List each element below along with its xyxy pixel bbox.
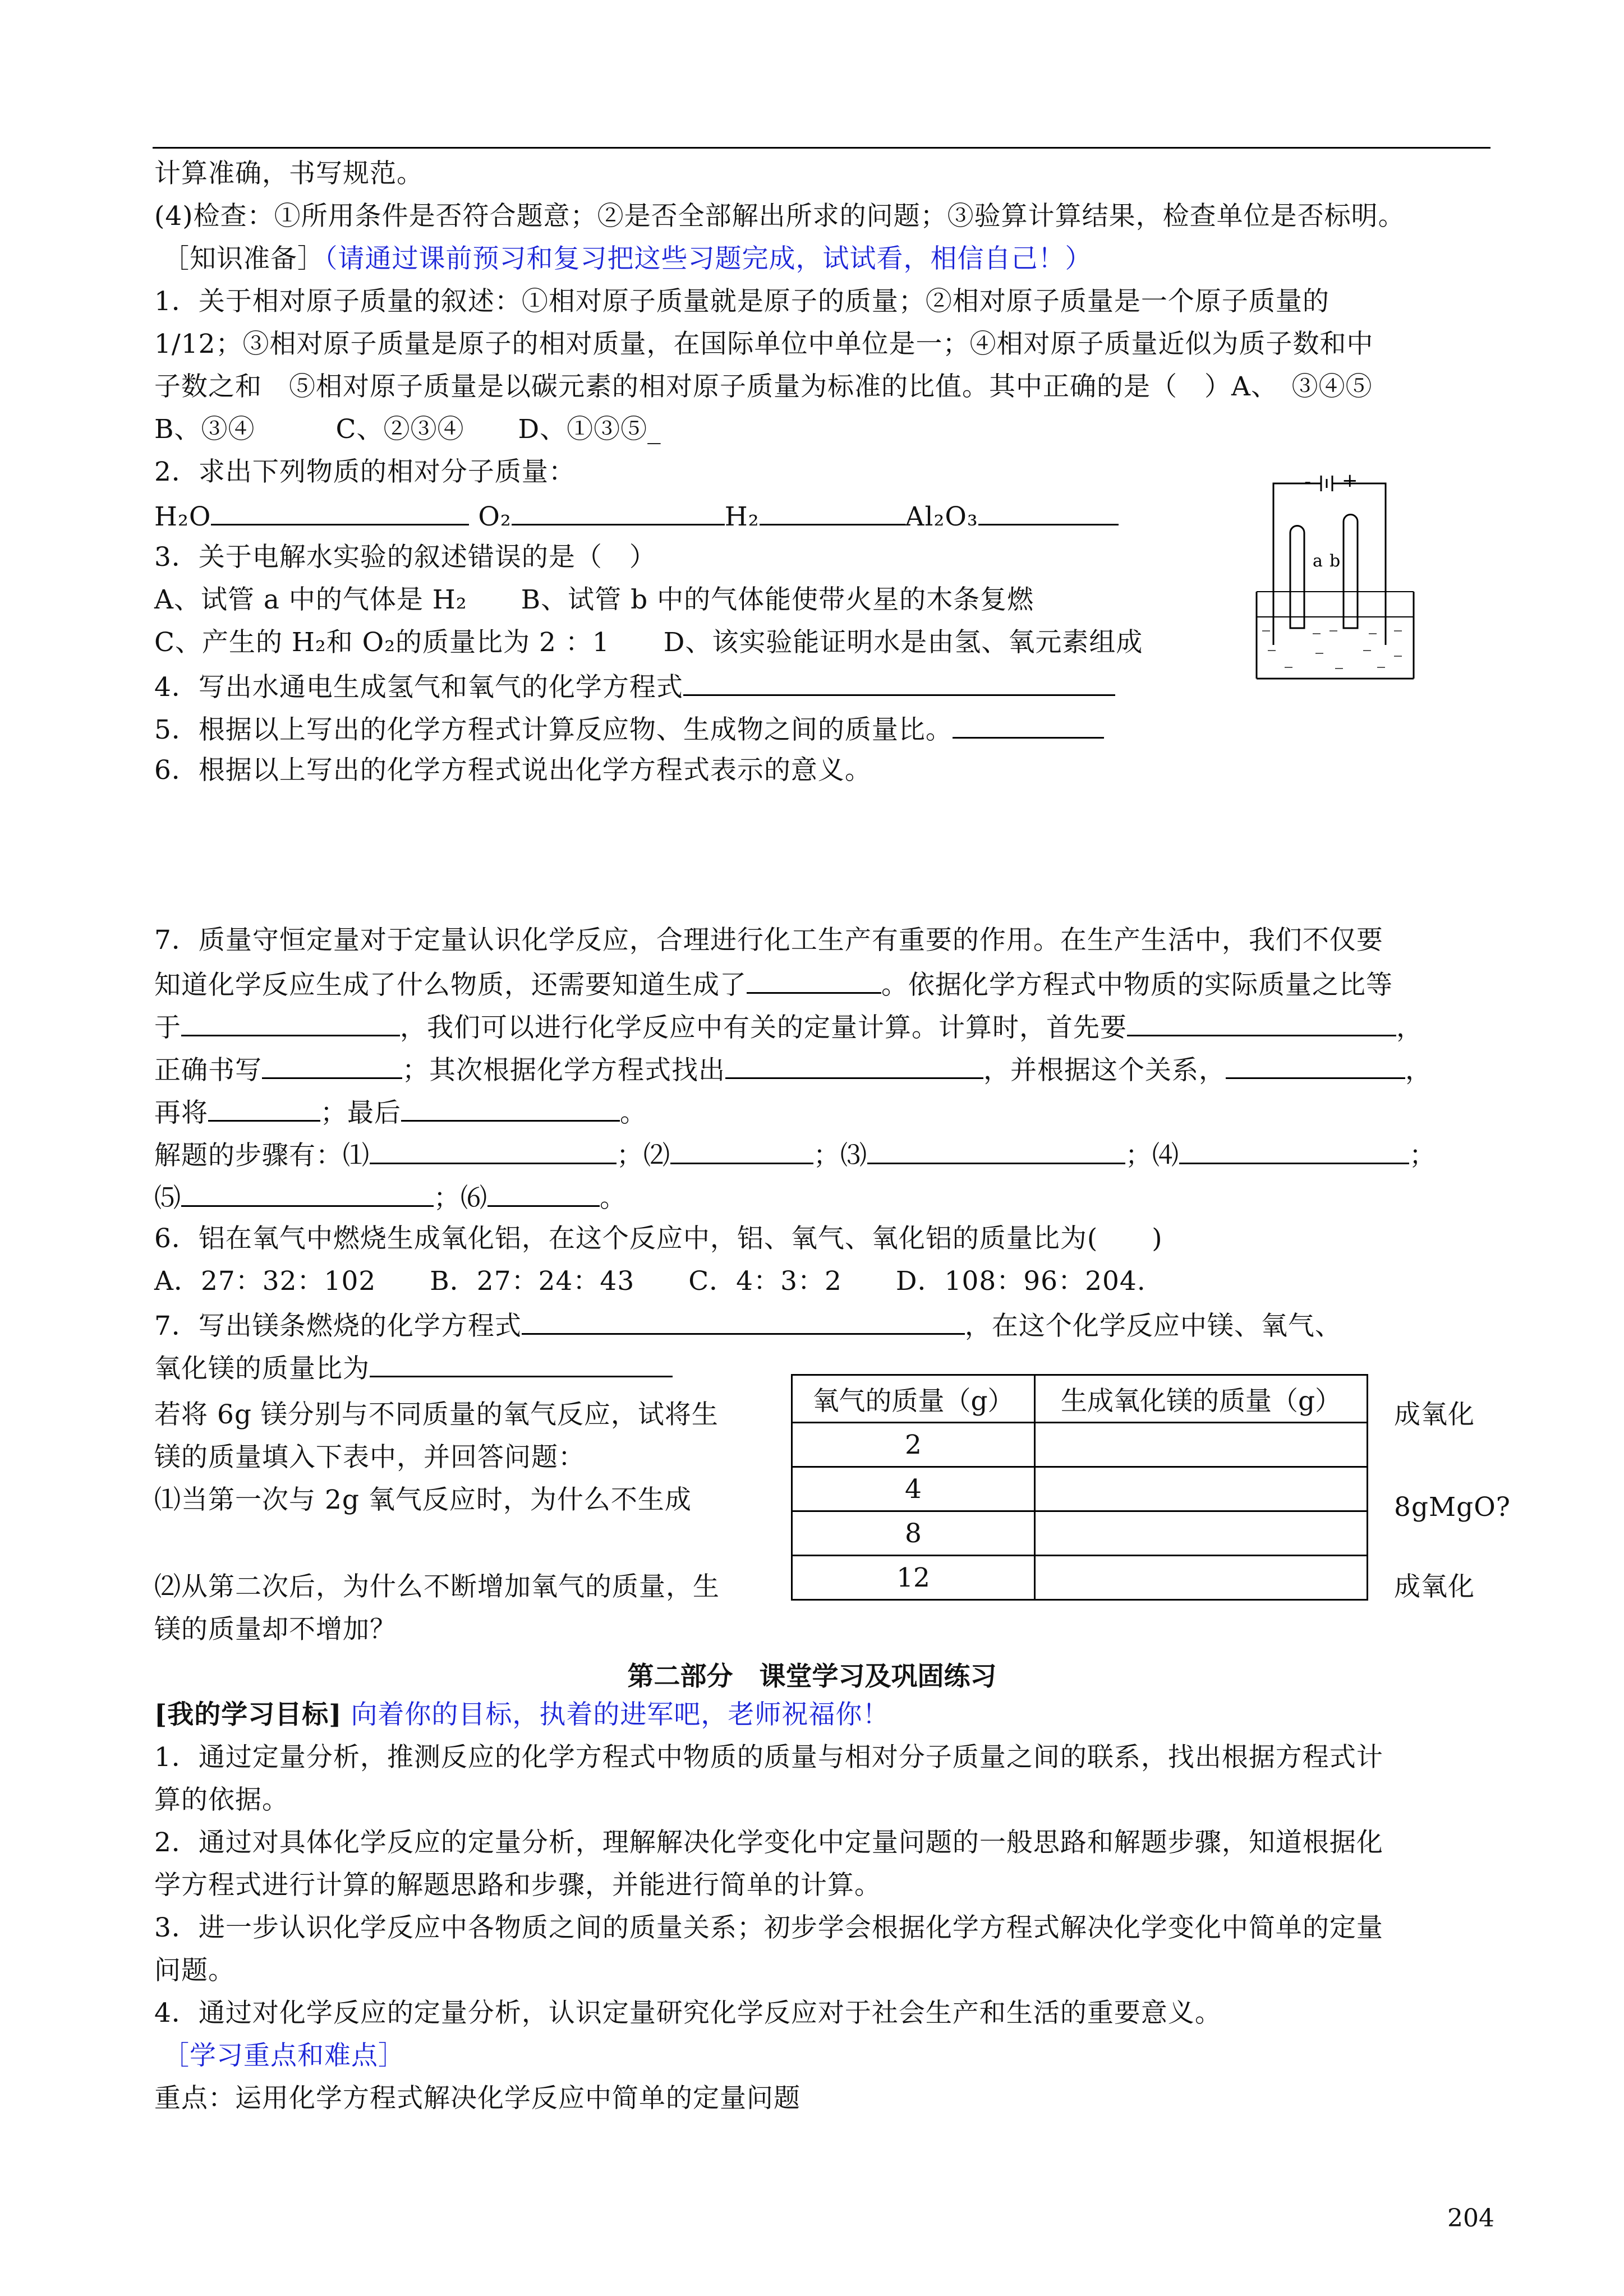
steps-label: ；⑶ (813, 1140, 867, 1171)
question-7-text: 正确书写 (154, 1055, 262, 1086)
question-7-text: 。 (620, 1098, 647, 1128)
answer-blank[interactable] (747, 966, 881, 994)
diagram-plus-sign: + (1342, 469, 1358, 492)
question-7 (154, 1094, 647, 1130)
question-7-text: ， (1405, 1055, 1432, 1086)
answer-cell[interactable] (1035, 1511, 1368, 1556)
question-7b-text: 氧化镁的质量比为 (154, 1353, 370, 1384)
goal-1: 1．通过定量分析，推测反应的化学方程式中物质的质量与相对分子质量之间的联系，找出根据方程式计 (154, 1742, 1383, 1773)
question-7 (154, 966, 1393, 1002)
formula-h2: H₂ (724, 501, 760, 532)
question-7b: 若将 6g 镁分别与不同质量的氧气反应，试将生 (154, 1399, 719, 1430)
section-heading (154, 1698, 889, 1732)
question-7b: 镁的质量填入下表中，并回答问题： (154, 1442, 585, 1473)
diagram-minus-sign: - (1304, 471, 1312, 493)
question-3: 3．关于电解水实验的叙述错误的是（ ） (154, 542, 656, 573)
answer-blank[interactable] (211, 498, 469, 525)
answer-blank[interactable] (487, 1179, 600, 1207)
answer-blank[interactable] (683, 668, 1115, 696)
text-line: 计算准确，书写规范。 (154, 158, 424, 189)
answer-blank[interactable] (512, 498, 725, 525)
question-7b-text: ，在这个化学反应中镁、氧气、 (964, 1311, 1342, 1341)
answer-blank[interactable] (725, 1052, 983, 1079)
section-heading (163, 242, 1092, 276)
question-5 (154, 711, 1104, 747)
key-point: 重点：运用化学方程式解决化学反应中简单的定量问题 (154, 2083, 801, 2114)
goal-1: 算的依据。 (154, 1785, 289, 1815)
formula-blanks (154, 498, 1119, 534)
question-7b-text: 7．写出镁条燃烧的化学方程式 (154, 1311, 522, 1341)
question-5-text: 5．根据以上写出的化学方程式计算反应物、生成物之间的质量比。 (154, 714, 953, 745)
answer-blank[interactable] (370, 1137, 617, 1164)
answer-blank[interactable] (401, 1094, 620, 1122)
goal-2: 2．通过对具体化学反应的定量分析，理解解决化学变化中定量问题的一般思路和解题步骤，知道根据化 (154, 1827, 1383, 1858)
page-number: 204 (1447, 2204, 1494, 2233)
answer-blank[interactable] (670, 1137, 813, 1164)
question-7b-sub2: 镁的质量却不增加？ (154, 1614, 397, 1645)
answer-blank[interactable] (1226, 1052, 1405, 1079)
table-row (792, 1556, 1368, 1600)
answer-blank[interactable] (522, 1307, 965, 1335)
question-6b: 6．铝在氧气中燃烧生成氧化铝，在这个反应中，铝、氧气、氧化铝的质量比为( ) (154, 1223, 1163, 1254)
diagram-label-b: b (1329, 551, 1341, 571)
question-7-text: ，我们可以进行化学反应中有关的定量计算。计算时，首先要 (400, 1012, 1127, 1043)
goal-3: 3．进一步认识化学反应中各物质之间的质量关系；初步学会根据化学方程式解决化学变化中简单的定量 (154, 1912, 1383, 1943)
question-7 (154, 1009, 1423, 1045)
table-row (792, 1511, 1368, 1556)
answer-blank[interactable] (370, 1350, 673, 1377)
answer-blank[interactable] (181, 1179, 434, 1207)
knowledge-prep-heading: ［知识准备］ (163, 243, 324, 274)
steps-label: ；⑷ (1125, 1140, 1179, 1171)
question-7-text: ；最后 (320, 1098, 401, 1128)
formula-al2o3: Al₂O₃ (905, 501, 978, 532)
question-2: 2．求出下列物质的相对分子质量： (154, 457, 576, 487)
table-cell: 12 (792, 1556, 1035, 1600)
answer-blank[interactable] (181, 1009, 400, 1036)
question-6b-options: A．27：32：102 B．27：24：43 C．4：3：2 D．108：96：204. (154, 1266, 1146, 1297)
clipped-text: 成氧化 (1394, 1571, 1475, 1602)
answer-blank[interactable] (1127, 1009, 1396, 1036)
formula-h2o: H₂O (154, 501, 211, 532)
question-7-text: ，并根据这个关系， (983, 1055, 1226, 1086)
part-two-title: 第二部分 课堂学习及巩固练习 (627, 1661, 997, 1692)
answer-cell[interactable] (1035, 1423, 1368, 1467)
table-header-row (792, 1375, 1368, 1423)
steps-label: 。 (600, 1183, 627, 1214)
answer-blank[interactable] (978, 498, 1119, 525)
answer-blank[interactable] (867, 1137, 1125, 1164)
question-7b (154, 1350, 673, 1386)
table-cell: 4 (792, 1467, 1035, 1511)
key-points-heading: ［学习重点和难点］ (163, 2040, 405, 2071)
steps-label: ；⑹ (434, 1183, 487, 1214)
goal-3: 问题。 (154, 1955, 235, 1986)
oxygen-mass-table (791, 1374, 1368, 1601)
table-header: 生成氧化镁的质量（g） (1035, 1375, 1368, 1423)
question-7 (154, 1052, 1432, 1087)
knowledge-prep-note: （请通过课前预习和复习把这些习题完成，试试看，相信自己！） (324, 243, 1092, 274)
steps-label: ；⑵ (617, 1140, 670, 1171)
question-7b-sub2: ⑵从第二次后，为什么不断增加氧气的质量，生 (154, 1571, 720, 1602)
question-3-options: C、产生的 H₂和 O₂的质量比为 2 ：1 D、该实验能证明水是由氢、氧元素组成 (154, 627, 1143, 658)
question-7-text: 。依据化学方程式中物质的实际质量之比等 (881, 970, 1393, 1001)
question-7-text: ；其次根据化学方程式找出 (402, 1055, 725, 1086)
answer-cell[interactable] (1035, 1467, 1368, 1511)
question-6: 6．根据以上写出的化学方程式说出化学方程式表示的意义。 (154, 755, 872, 786)
question-7: 7．质量守恒定量对于定量认识化学反应，合理进行化工生产有重要的作用。在生产生活中，我们不仅要 (154, 925, 1383, 956)
question-1: 1/12；③相对原子质量是原子的相对质量，在国际单位中单位是一；④相对原子质量近似为质子数和中 (154, 329, 1374, 359)
question-4-text: 4．写出水通电生成氢气和氧气的化学方程式 (154, 672, 683, 703)
diagram-label-a: a (1313, 551, 1323, 571)
table-cell: 8 (792, 1511, 1035, 1556)
question-7-text: 知道化学反应生成了什么物质，还需要知道生成了 (154, 970, 747, 1001)
goal-4: 4．通过对化学反应的定量分析，认识定量研究化学反应对于社会生产和生活的重要意义。 (154, 1998, 1222, 2028)
answer-cell[interactable] (1035, 1556, 1368, 1600)
question-1: 子数之和 ⑤相对原子质量是以碳元素的相对原子质量为标准的比值。其中正确的是（ ）A、 ③④⑤ (154, 371, 1373, 402)
steps-label: ⑸ (154, 1183, 181, 1214)
question-1-options: B、③④ C、②③④ D、①③⑤_ (154, 414, 661, 445)
question-7-text: 再将 (154, 1098, 208, 1128)
answer-blank[interactable] (953, 711, 1104, 739)
steps-label: 解题的步骤有：⑴ (154, 1140, 370, 1171)
question-7-text: 于 (154, 1012, 181, 1043)
header-rule (153, 147, 1490, 149)
answer-blank[interactable] (1179, 1137, 1409, 1164)
question-7-text: ， (1396, 1012, 1423, 1043)
table-row (792, 1423, 1368, 1467)
question-3-options: A、试管 a 中的气体是 H₂ B、试管 b 中的气体能使带火星的木条复燃 (154, 584, 1034, 615)
answer-blank[interactable] (208, 1094, 320, 1122)
learning-goals-heading: [我的学习目标] (154, 1699, 342, 1730)
clipped-text: 8gMgO? (1394, 1492, 1511, 1523)
table-header: 氧气的质量（g） (792, 1375, 1035, 1423)
question-7b-sub1: ⑴当第一次与 2g 氧气反应时，为什么不生成 (154, 1484, 692, 1515)
question-1: 1．关于相对原子质量的叙述：①相对原子质量就是原子的质量；②相对原子质量是一个原子质量的 (154, 286, 1329, 317)
answer-blank[interactable] (262, 1052, 402, 1079)
table-cell: 2 (792, 1423, 1035, 1467)
clipped-text: 成氧化 (1394, 1399, 1475, 1430)
solution-steps (154, 1179, 627, 1215)
text-line: (4)检查：①所用条件是否符合题意；②是否全部解出所求的问题；③验算计算结果，检查单位是否标明。 (154, 201, 1405, 232)
learning-goals-note: 向着你的目标，执着的进军吧，老师祝福你！ (351, 1699, 890, 1730)
solution-steps (154, 1137, 1436, 1173)
steps-label: ； (1409, 1140, 1436, 1171)
question-7b (154, 1307, 1342, 1343)
goal-2: 学方程式进行计算的解题思路和步骤，并能进行简单的计算。 (154, 1870, 881, 1901)
answer-blank[interactable] (760, 498, 905, 525)
table-row (792, 1467, 1368, 1511)
question-4 (154, 668, 1115, 704)
formula-o2: O₂ (478, 501, 512, 532)
electrolysis-apparatus-diagram (1251, 465, 1419, 690)
